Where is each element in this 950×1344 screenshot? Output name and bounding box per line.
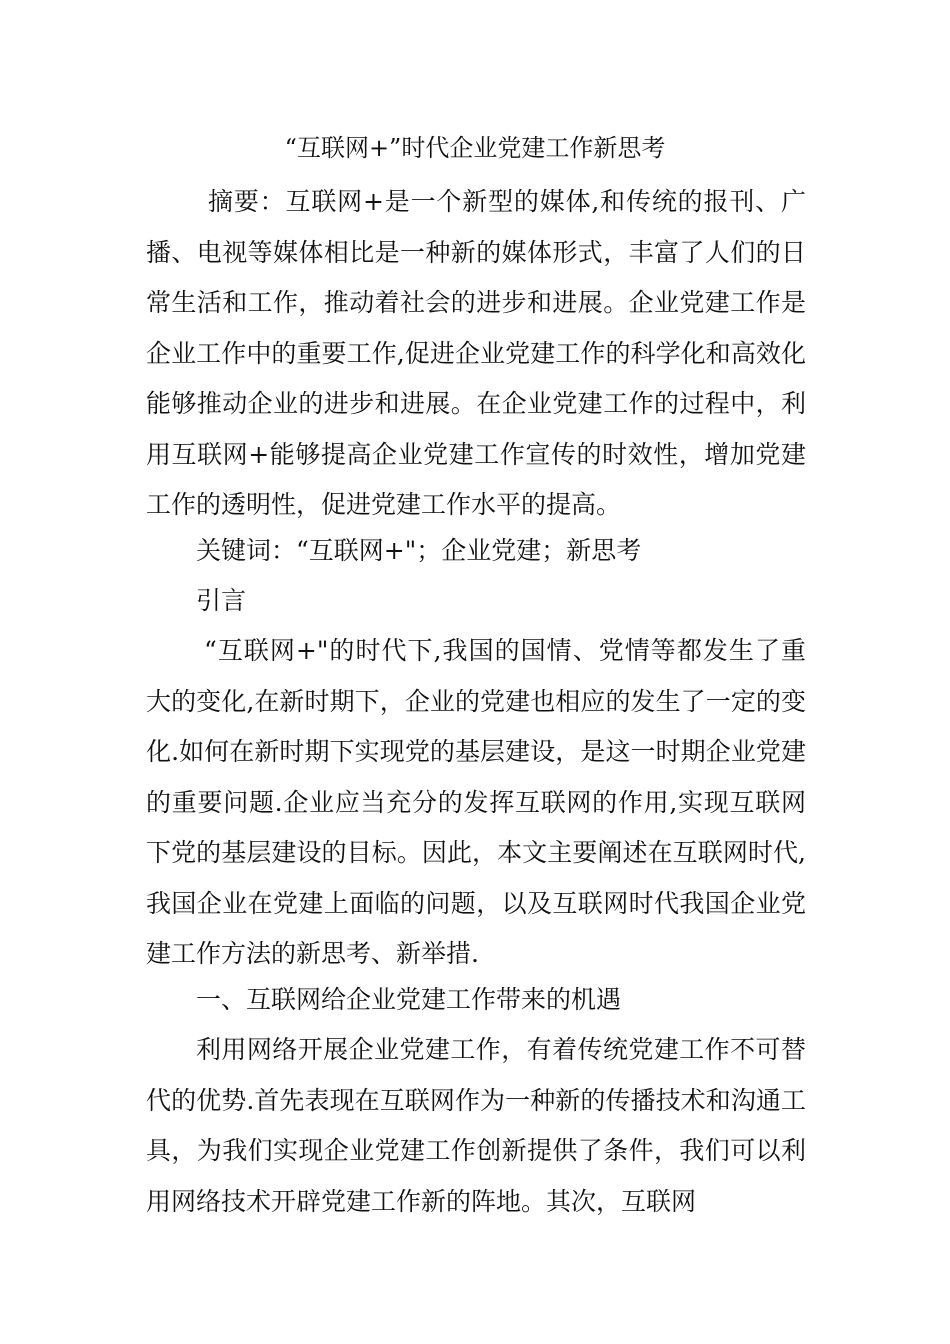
intro-heading: 引言 bbox=[196, 586, 247, 615]
keywords-line: 关键词：“互联网+"；企业党建；新思考 bbox=[196, 536, 642, 565]
section-1-heading: 一、互联网给企业党建工作带来的机遇 bbox=[196, 985, 622, 1014]
abstract-paragraph: 摘要：互联网+是一个新型的媒体,和传统的报刊、广播、电视等媒体相比是一种新的媒体形式，丰富了人们的日常生活和工作，推动着社会的进步和进展。企业党建工作是企业工作中的重要工作,促进企业党建工作的科学化和高效化能够推动企业的进步和进展。在企业党建工作的过程中，利用互联网+能够提高企业党建工作宣传的时效性，增加党建工作的透明性，促进党建工作水平的提高。 bbox=[146, 187, 806, 519]
document-title: “互联网+”时代企业党建工作新思考 bbox=[284, 134, 666, 162]
section-1-paragraph: 利用网络开展企业党建工作，有着传统党建工作不可替代的优势.首先表现在互联网作为一种新的传播技术和沟通工具，为我们实现企业党建工作创新提供了条件，我们可以利用网络技术开辟党建工作新的阵地。其次，互联网 bbox=[146, 1035, 806, 1216]
intro-paragraph: “互联网+"的时代下,我国的国情、党情等都发生了重大的变化,在新时期下，企业的党建也相应的发生了一定的变化.如何在新时期下实现党的基层建设，是这一时期企业党建的重要问题.企业应当充分的发挥互联网的作用,实现互联网下党的基层建设的目标。因此，本文主要阐述在互联网时代,我国企业在党建上面临的问题，以及互联网时代我国企业党建工作方法的新思考、新举措. bbox=[146, 636, 806, 968]
